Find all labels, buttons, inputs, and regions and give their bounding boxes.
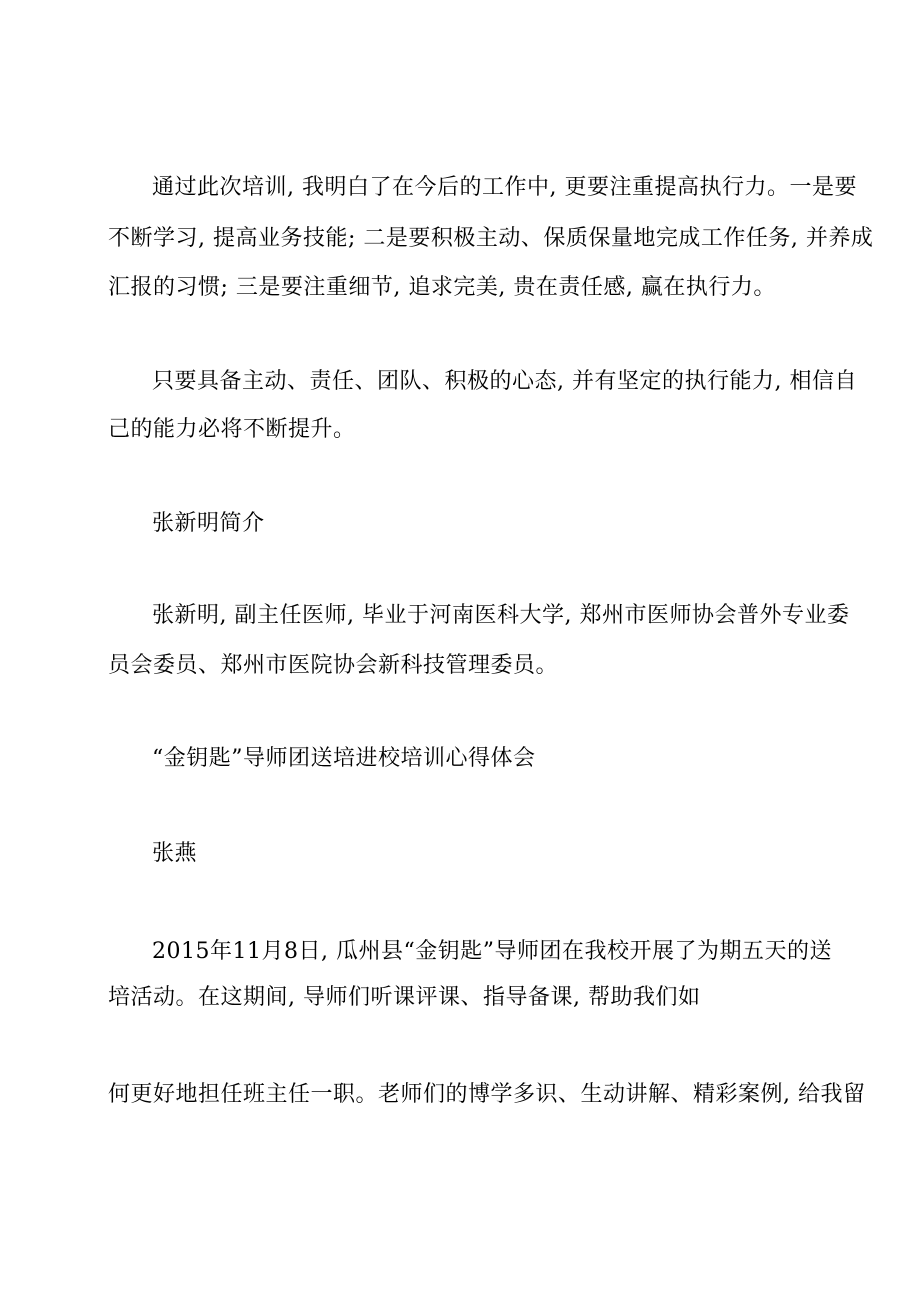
article-title: “金钥匙”导师团送培进校培训心得体会 [152, 746, 536, 771]
paragraph-line: 汇报的习惯; 三是要注重细节, 追求完美, 贵在责任感, 赢在执行力。 [108, 275, 776, 300]
paragraph-line: 2015年11月8日, 瓜州县“金钥匙”导师团在我校开展了为期五天的送 [152, 939, 832, 964]
paragraph-line: 通过此次培训, 我明白了在今后的工作中, 更要注重提高执行力。一是要 [152, 175, 857, 200]
paragraph-line: 只要具备主动、责任、团队、积极的心态, 并有坚定的执行能力, 相信自 [152, 369, 857, 394]
paragraph-line: 张新明, 副主任医师, 毕业于河南医科大学, 郑州市医师协会普外专业委 [152, 603, 850, 628]
paragraph-line: 培活动。在这期间, 导师们听课评课、指导备课, 帮助我们如 [108, 985, 701, 1010]
section-heading: 张新明简介 [152, 511, 265, 536]
paragraph-line: 己的能力必将不断提升。 [108, 417, 356, 442]
paragraph-line: 不断学习, 提高业务技能; 二是要积极主动、保质保量地完成工作任务, 并养成 [108, 226, 874, 251]
paragraph-line: 何更好地担任班主任一职。老师们的博学多识、生动讲解、精彩案例, 给我留 [108, 1082, 866, 1107]
paragraph-line: 员会委员、郑州市医院协会新科技管理委员。 [108, 653, 559, 678]
author-name: 张燕 [152, 841, 198, 866]
